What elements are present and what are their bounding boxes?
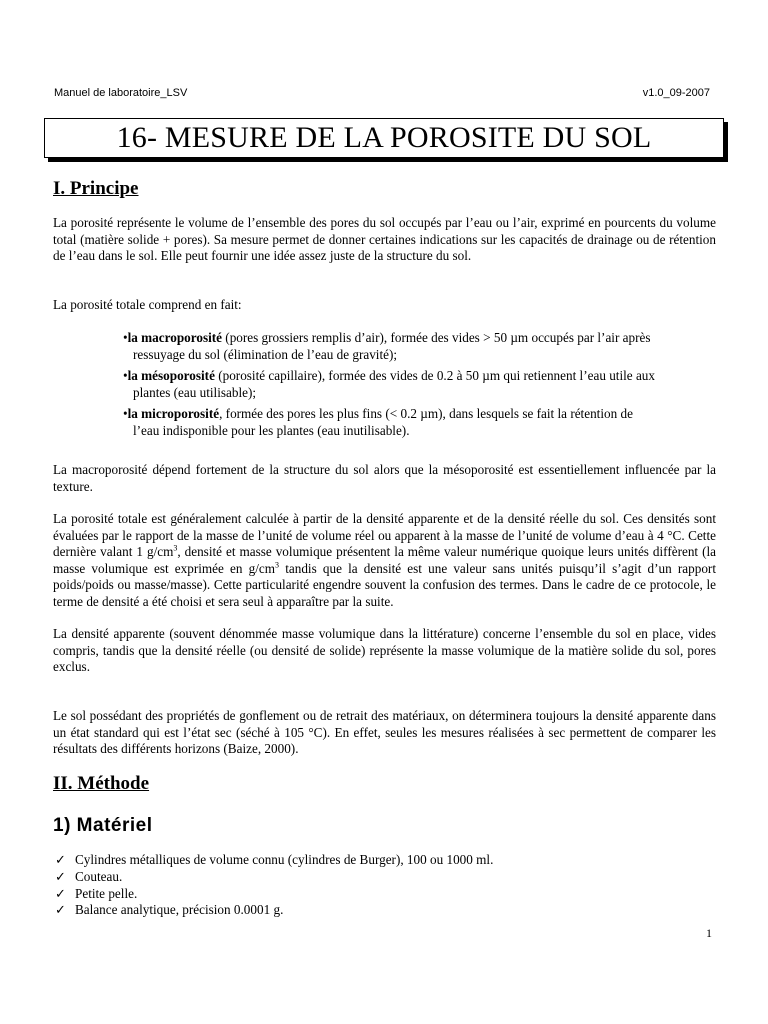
list-item-text: Balance analytique, précision 0.0001 g. (75, 902, 284, 917)
paragraph-porosity-definition: La porosité représente le volume de l’ensemble des pores du sol occupés par l’eau ou l’air, exprimé en pourcents du volume total (matière solide + pores). Sa mesure permet de donner certaines indications sur les capacités de drainage ou de rétention de l’eau dans le sol. Elle peut fournir une idée assez juste de la structure du sol. (53, 215, 716, 264)
bullet-macroporosity (123, 330, 716, 363)
paragraph-apparent-density: La densité apparente (souvent dénommée masse volumique dans la littérature) concerne l’ensemble du sol en place, vides compris, tandis que la densité réelle (ou densité de solide) représente la masse volumique de la matière solide du sol, pores exclus. (53, 626, 716, 675)
header-version: v1.0_09-2007 (642, 87, 710, 99)
text-run: , densité et masse volumique présentent la même valeur numérique quoique leurs unités diffèrent (la masse volumique est exprimée en g/cm (53, 544, 716, 576)
bullet-term: la mésoporosité (127, 368, 215, 383)
list-item-text: Cylindres métalliques de volume connu (cylindres de Burger), 100 ou 1000 ml. (75, 852, 494, 867)
paragraph-total-porosity-intro: La porosité totale comprend en fait: (53, 297, 242, 312)
bullet-glyph: • (123, 330, 128, 345)
title-box (44, 118, 724, 158)
bullet-term: la macroporosité (127, 330, 222, 345)
text-run: tandis que la densité est une valeur sans unités puisqu’il s’agit d’un rapport poids/poids ou masse/masse). Cette particularité engendre souvent la confusion des termes. Dans le cadre de ce protocole, le terme de densité a été choisi et sera seul à apparaître par la suite. (53, 560, 716, 609)
bullet-microporosity (123, 406, 716, 439)
bullet-glyph: • (123, 368, 128, 383)
checkmark-icon: ✓ (55, 869, 67, 884)
superscript: 3 (275, 560, 280, 570)
document-title: 16- MESURE DE LA POROSITE DU SOL (116, 121, 652, 154)
bullet-continuation: ressuyage du sol (élimination de l’eau de gravité); (133, 346, 398, 362)
list-item (55, 886, 137, 903)
list-item-text: Petite pelle. (75, 886, 138, 901)
checkmark-icon: ✓ (55, 852, 67, 867)
bullet-continuation: l’eau indisponible pour les plantes (eau inutilisable). (133, 422, 410, 438)
bullet-glyph: • (123, 406, 128, 421)
header-manual-name: Manuel de laboratoire_LSV (54, 87, 188, 99)
page-number: 1 (706, 926, 712, 940)
checkmark-icon: ✓ (55, 902, 67, 917)
bullet-continuation: plantes (eau utilisable); (133, 384, 257, 400)
checkmark-icon: ✓ (55, 886, 67, 901)
bullet-mesoporosity (123, 368, 716, 401)
list-item (55, 902, 283, 919)
list-item (55, 852, 493, 869)
paragraph-macro-vs-meso: La macroporosité dépend fortement de la structure du sol alors que la mésoporosité est essentiellement influencée par la texture. (53, 462, 716, 494)
section-heading-principe: I. Principe (53, 178, 139, 199)
bullet-text: (porosité capillaire), formée des vides de 0.2 à 50 µm qui retiennent l’eau utile aux (214, 368, 655, 383)
list-item-text: Couteau. (75, 869, 123, 884)
bullet-text: , formée des pores les plus fins (< 0.2 µm), dans lesquels se fait la rétention de (219, 406, 633, 421)
paragraph-density-calculation (53, 511, 716, 611)
paragraph-dry-state: Le sol possédant des propriétés de gonflement ou de retrait des matériaux, on déterminera toujours la densité apparente dans un état standard qui est l’état sec (séché à 105 °C). En effet, seules les mesures réalisées à sec permettent de comparer les résultats des différents horizons (Baize, 2000). (53, 708, 716, 757)
list-item (55, 869, 122, 886)
section-heading-methode: II. Méthode (53, 773, 150, 794)
text-run: La porosité totale est généralement calculée à partir de la densité apparente et de la densité réelle du sol. Ces densités sont évaluées par le rapport de la masse de l’unité de volume réel ou apparent à la masse de l’unité de volume d’eau à 4 °C. Cette dernière valant 1 g/cm (53, 511, 716, 560)
bullet-text: (pores grossiers remplis d’air), formée des vides > 50 µm occupés par l’air après (222, 330, 651, 345)
subsection-heading-materiel: 1) Matériel (53, 815, 153, 836)
bullet-term: la microporosité (127, 406, 220, 421)
superscript: 3 (173, 543, 178, 553)
